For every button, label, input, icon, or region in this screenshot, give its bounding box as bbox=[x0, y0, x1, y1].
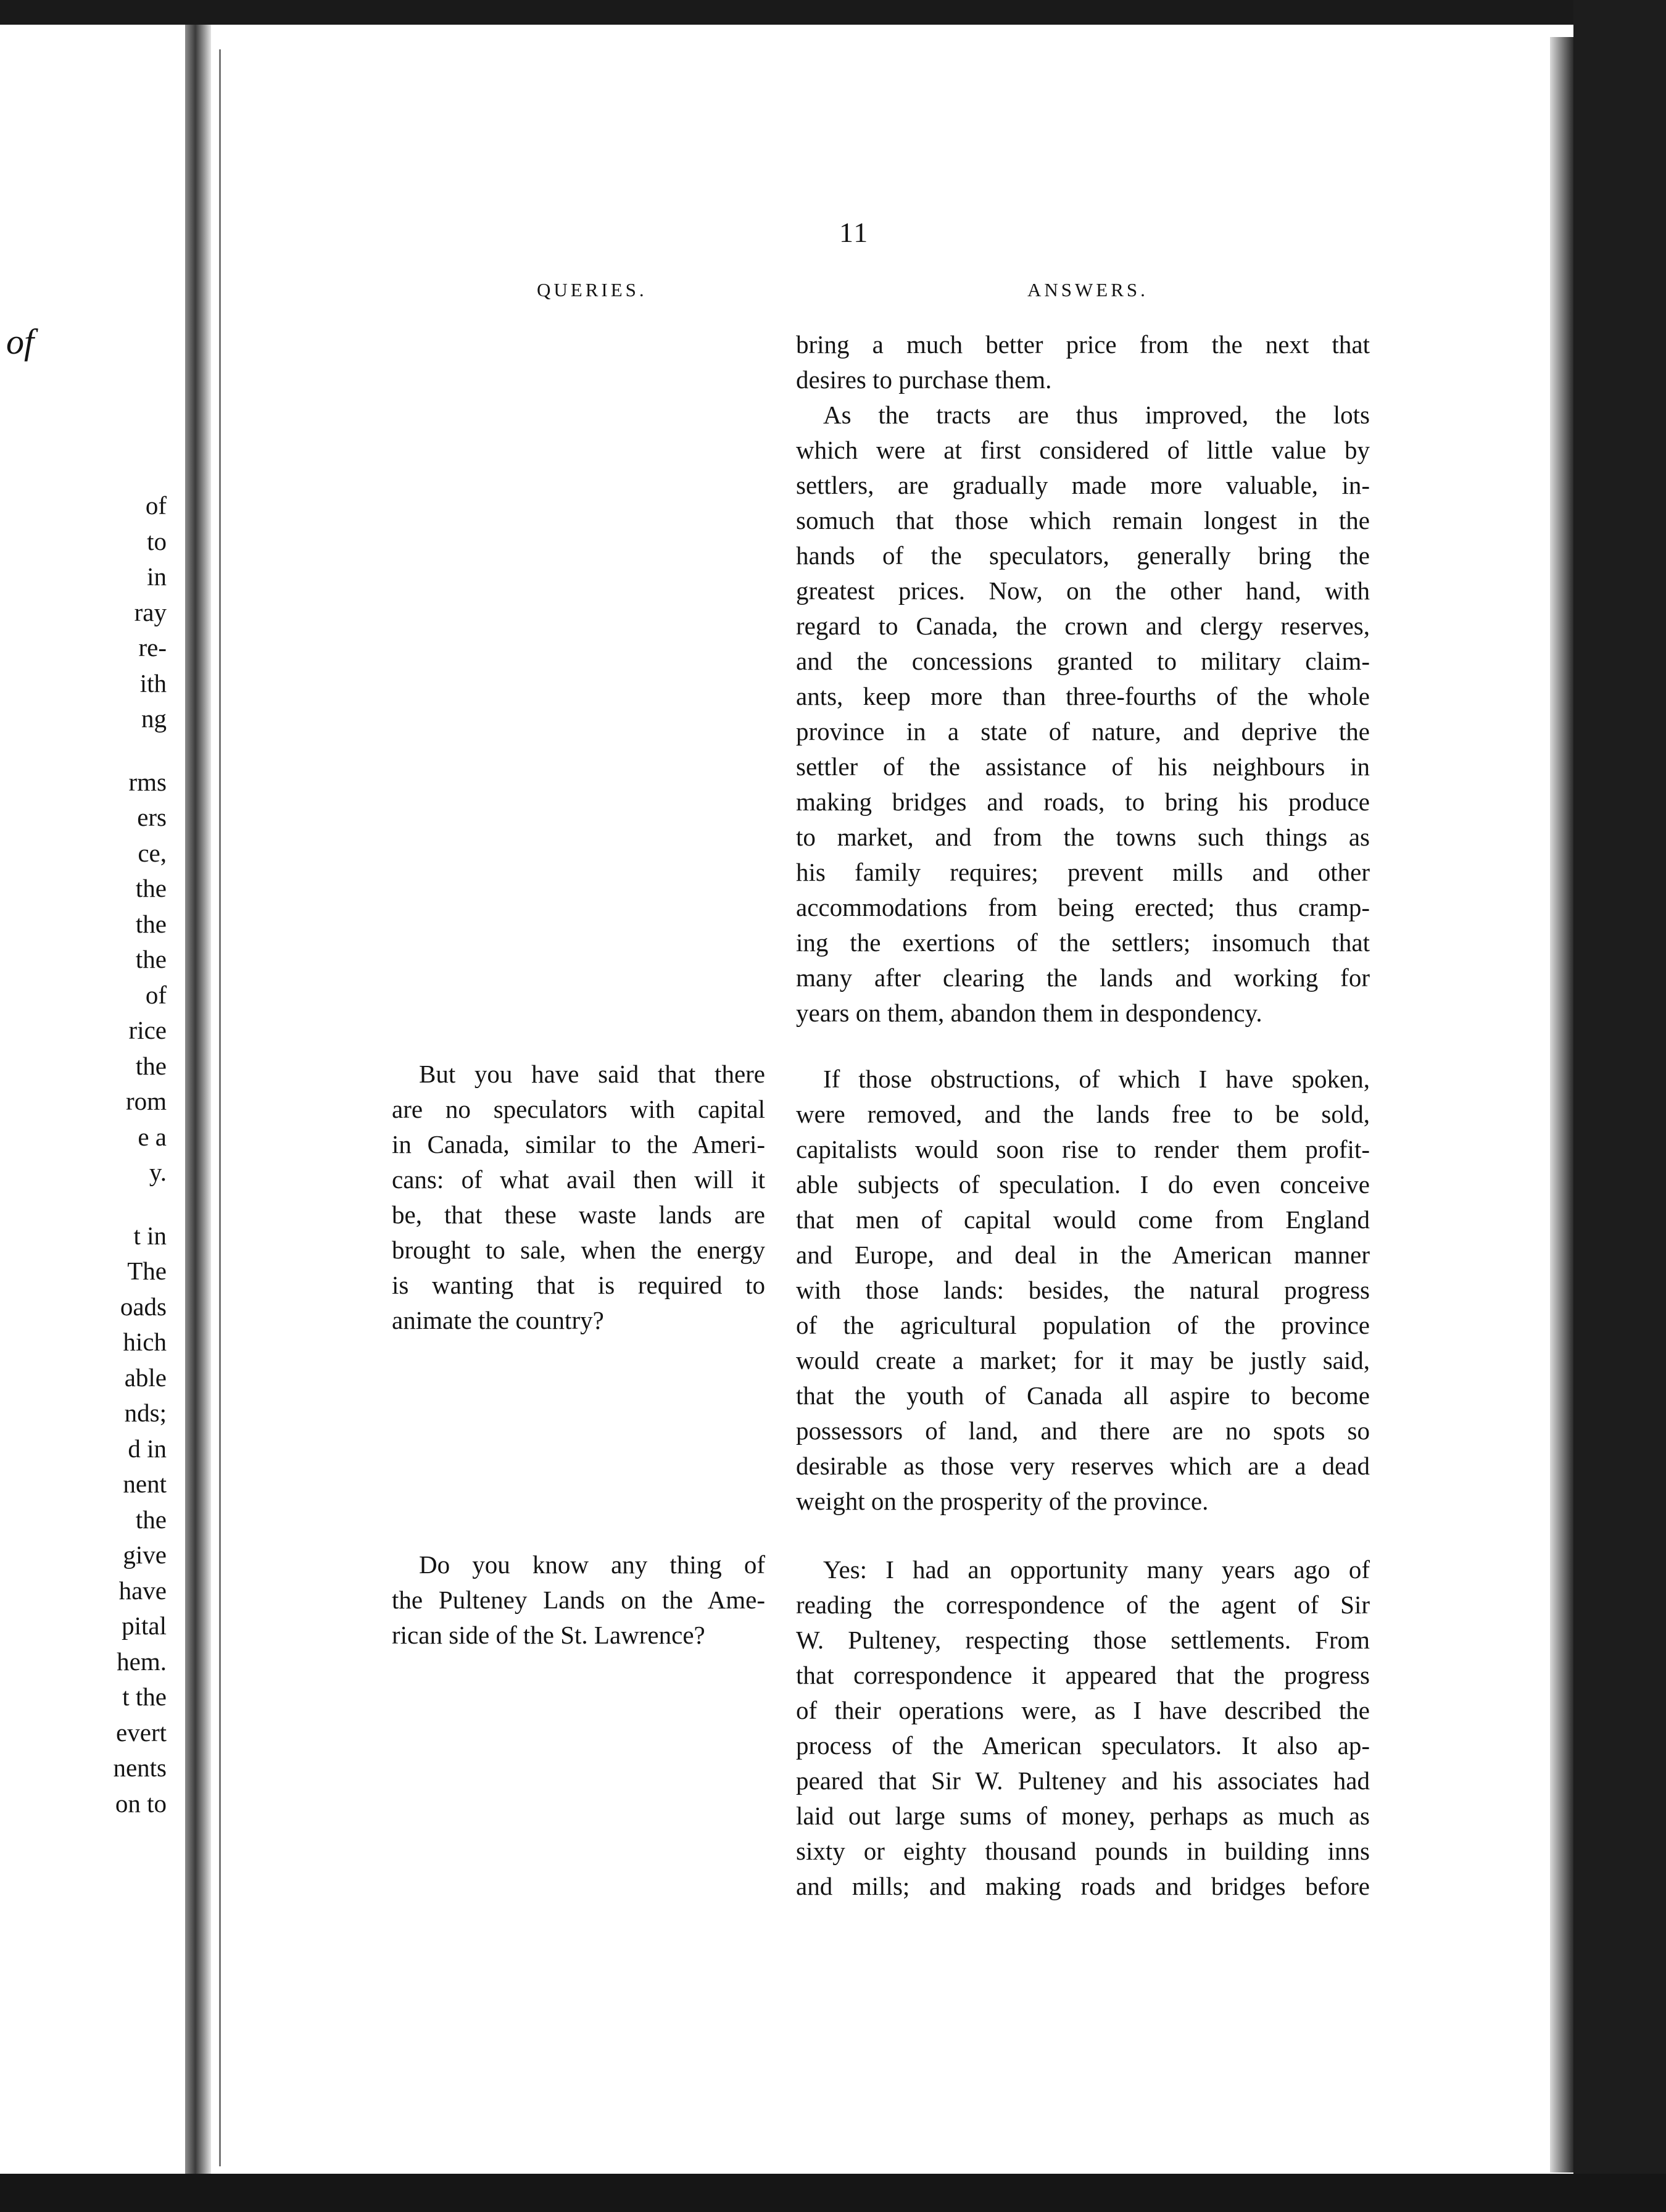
facing-page-line: ng bbox=[141, 704, 167, 733]
text-line: which were at first considered of little value by bbox=[796, 436, 1370, 464]
text-line: capitalists would soon rise to render them profit- bbox=[796, 1135, 1370, 1163]
text-line: would create a market; for it may be justly said, bbox=[796, 1346, 1370, 1374]
text-line: desires to purchase them. bbox=[796, 365, 1052, 394]
text-line: able subjects of speculation. I do even conceive bbox=[796, 1170, 1370, 1199]
facing-page-line: e a bbox=[138, 1122, 167, 1151]
facing-page-line: rom bbox=[125, 1087, 167, 1115]
text-line: province in a state of nature, and deprive the bbox=[796, 717, 1370, 746]
text-line: cans: of what avail then will it bbox=[392, 1165, 765, 1194]
query-paragraph-2 bbox=[392, 1057, 765, 1338]
facing-page-line: to bbox=[147, 526, 167, 555]
text-line: that the youth of Canada all aspire to become bbox=[796, 1381, 1370, 1410]
text-line: in Canada, similar to the Ameri- bbox=[392, 1130, 765, 1158]
text-line: rican side of the St. Lawrence? bbox=[392, 1621, 705, 1649]
text-line: somuch that those which remain longest in the bbox=[796, 506, 1370, 534]
text-line: and mills; and making roads and bridges before bbox=[796, 1872, 1370, 1900]
text-line: of their operations were, as I have described the bbox=[796, 1696, 1370, 1724]
text-line: bring a much better price from the next that bbox=[796, 330, 1370, 359]
facing-page-line: The bbox=[127, 1257, 167, 1285]
text-line: sixty or eighty thousand pounds in building inns bbox=[796, 1837, 1370, 1865]
facing-page-line: y. bbox=[149, 1158, 167, 1186]
text-line: peared that Sir W. Pulteney and his associates had bbox=[796, 1766, 1370, 1795]
text-line: many after clearing the lands and working for bbox=[796, 963, 1370, 992]
text-line: desirable as those very reserves which are a dead bbox=[796, 1452, 1370, 1480]
text-line: is wanting that is required to bbox=[392, 1271, 765, 1299]
facing-page-line: nent bbox=[123, 1470, 167, 1498]
answer-paragraph-3 bbox=[796, 1552, 1370, 1904]
text-line: animate the country? bbox=[392, 1306, 604, 1334]
answer-paragraph-2 bbox=[796, 1062, 1370, 1519]
facing-page-line: the bbox=[135, 1505, 167, 1534]
text-line: ants, keep more than three-fourths of the whole bbox=[796, 682, 1370, 710]
text-line: process of the American speculators. It also ap- bbox=[796, 1731, 1370, 1760]
facing-page-line: hem. bbox=[117, 1647, 167, 1676]
facing-page-line: oads bbox=[120, 1292, 167, 1321]
page-number: 11 bbox=[839, 217, 869, 248]
text-line: settler of the assistance of his neighbours in bbox=[796, 752, 1370, 781]
queries-column-header: QUERIES. bbox=[537, 279, 647, 301]
text-line: Yes: I had an opportunity many years ago of bbox=[823, 1555, 1370, 1584]
text-line: greatest prices. Now, on the other hand, with bbox=[796, 576, 1370, 605]
text-line: years on them, abandon them in despondency. bbox=[796, 999, 1262, 1027]
facing-page-line: ith bbox=[139, 668, 167, 697]
text-line: accommodations from being erected; thus cramp- bbox=[796, 893, 1370, 921]
scan-border-top bbox=[0, 0, 1666, 25]
facing-page-line: have bbox=[118, 1576, 167, 1605]
text-line: possessors of land, and there are no spots so bbox=[796, 1416, 1370, 1445]
text-line: with those lands: besides, the natural progress bbox=[796, 1276, 1370, 1304]
query-paragraph-3 bbox=[392, 1547, 765, 1653]
text-line: his family requires; prevent mills and other bbox=[796, 858, 1370, 886]
scan-border-right bbox=[1573, 0, 1666, 2212]
text-line: But you have said that there bbox=[419, 1060, 765, 1088]
facing-page-line: d in bbox=[128, 1434, 167, 1463]
text-line: ing the exertions of the settlers; insomuch that bbox=[796, 928, 1370, 957]
scan-border-bottom bbox=[0, 2174, 1666, 2212]
facing-page-line: t the bbox=[122, 1682, 167, 1711]
text-line: If those obstructions, of which I have spoken, bbox=[823, 1065, 1370, 1093]
text-line: hands of the speculators, generally bring the bbox=[796, 541, 1370, 570]
facing-page-line: on to bbox=[115, 1789, 167, 1818]
page-edge-shadow bbox=[1550, 37, 1573, 2172]
text-line: that men of capital would come from England bbox=[796, 1205, 1370, 1234]
facing-page-line: evert bbox=[116, 1718, 167, 1747]
text-line: are no speculators with capital bbox=[392, 1095, 765, 1123]
facing-page-line: of bbox=[145, 980, 167, 1009]
text-line: be, that these waste lands are bbox=[392, 1200, 765, 1229]
answers-column-header: ANSWERS. bbox=[1027, 279, 1148, 301]
facing-page-fragment bbox=[0, 0, 185, 2212]
facing-page-italic: of bbox=[6, 322, 35, 362]
facing-page-line: ers bbox=[137, 803, 167, 831]
text-line: and Europe, and deal in the American manner bbox=[796, 1241, 1370, 1269]
book-gutter bbox=[185, 25, 211, 2174]
facing-page-line: able bbox=[124, 1363, 167, 1392]
facing-page-line: re- bbox=[138, 633, 167, 662]
text-line: the Pulteney Lands on the Ame- bbox=[392, 1586, 765, 1614]
text-line: regard to Canada, the crown and clergy reserves, bbox=[796, 612, 1370, 640]
facing-page-line: of bbox=[145, 491, 167, 520]
text-line: Do you know any thing of bbox=[419, 1550, 765, 1579]
text-line: and the concessions granted to military claim- bbox=[796, 647, 1370, 675]
text-line: reading the correspondence of the agent of Sir bbox=[796, 1590, 1370, 1619]
text-line: brought to sale, when the energy bbox=[392, 1236, 765, 1264]
text-line: to market, and from the towns such things as bbox=[796, 823, 1370, 851]
facing-page-line: the bbox=[135, 945, 167, 973]
facing-page-line: nents bbox=[113, 1753, 167, 1782]
text-line: weight on the prosperity of the province. bbox=[796, 1487, 1209, 1515]
facing-page-line: the bbox=[135, 909, 167, 938]
facing-page-line: ray bbox=[134, 597, 167, 626]
text-line: settlers, are gradually made more valuable, in- bbox=[796, 471, 1370, 499]
facing-page-line: ce, bbox=[138, 838, 167, 867]
facing-page-line: hich bbox=[123, 1328, 167, 1356]
facing-page-line: t in bbox=[133, 1221, 167, 1250]
facing-page-line: nds; bbox=[124, 1399, 167, 1427]
facing-page-line: rice bbox=[128, 1016, 167, 1044]
facing-page-line: the bbox=[135, 1051, 167, 1080]
facing-page-line: the bbox=[135, 874, 167, 902]
text-line: As the tracts are thus improved, the lots bbox=[823, 401, 1370, 429]
text-line: were removed, and the lands free to be sold, bbox=[796, 1100, 1370, 1128]
facing-page-line: pital bbox=[122, 1611, 167, 1640]
text-line: making bridges and roads, to bring his produce bbox=[796, 788, 1370, 816]
text-line: W. Pulteney, respecting those settlements. From bbox=[796, 1626, 1370, 1654]
text-line: that correspondence it appeared that the progress bbox=[796, 1661, 1370, 1689]
page-left-edge bbox=[219, 49, 221, 2166]
facing-page-line: give bbox=[123, 1540, 167, 1569]
text-line: of the agricultural population of the province bbox=[796, 1311, 1370, 1339]
answer-paragraph-1 bbox=[796, 327, 1370, 1031]
facing-page-line: in bbox=[147, 562, 167, 591]
facing-page-line: rms bbox=[128, 767, 167, 796]
text-line: laid out large sums of money, perhaps as much as bbox=[796, 1802, 1370, 1830]
